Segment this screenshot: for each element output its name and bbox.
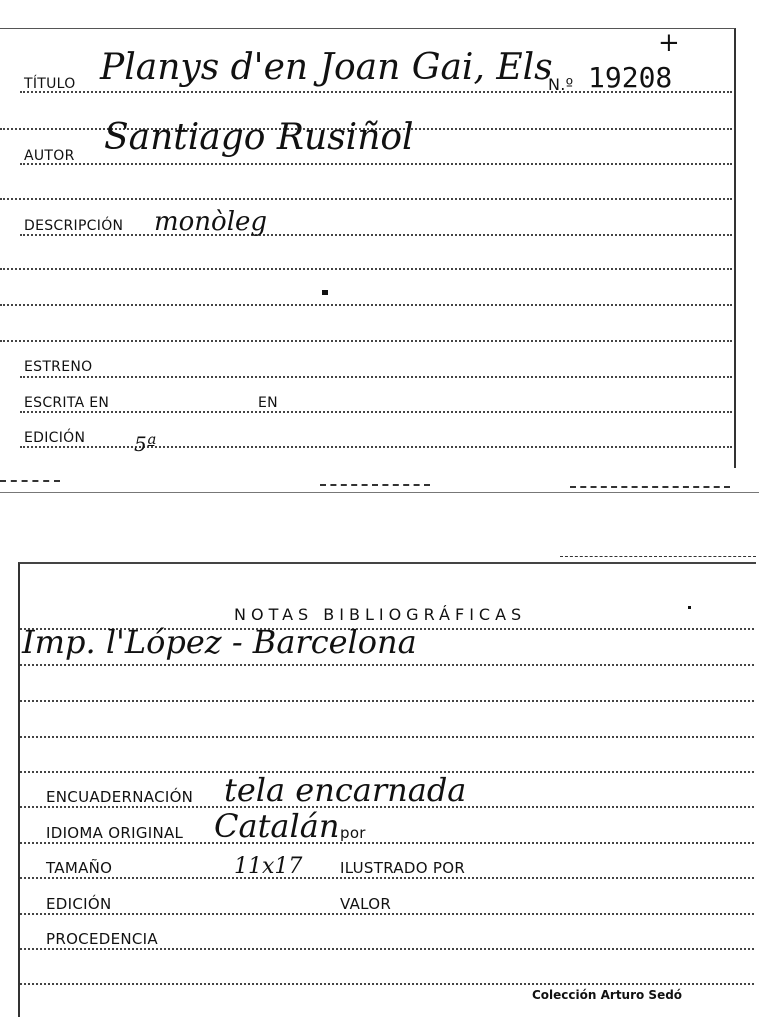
catalog-card-top — [0, 28, 736, 468]
rule-line — [0, 268, 732, 270]
encuadernacion-value: tela encarnada — [224, 771, 467, 809]
estreno-label: ESTRENO — [24, 359, 93, 375]
idioma-label: IDIOMA ORIGINAL — [46, 824, 184, 842]
rule-line — [20, 842, 754, 844]
titulo-label: TÍTULO — [24, 76, 76, 92]
descripcion-label: DESCRIPCIÓN — [24, 218, 124, 234]
card-edge-dash — [570, 486, 730, 488]
rule-line — [20, 376, 732, 378]
rule-line — [20, 983, 754, 985]
collection-footer: Colección Arturo Sedó — [532, 988, 683, 1002]
card-edge-dash — [320, 484, 430, 486]
rule-line — [20, 664, 754, 666]
notas-value: Imp. l'López - Barcelona — [22, 623, 417, 661]
rule-line — [0, 304, 732, 306]
rule-line — [20, 736, 754, 738]
ink-dot — [688, 606, 691, 609]
corner-mark: + — [658, 28, 680, 58]
rule-line — [20, 877, 754, 879]
edicion-value: 5ª — [134, 432, 157, 456]
descripcion-value: monòleg — [154, 207, 268, 237]
rule-line — [20, 234, 732, 236]
numero-value: 19208 — [588, 61, 673, 94]
numero-label: N.º — [548, 75, 574, 94]
tamano-value: 11x17 — [234, 854, 303, 879]
card-edge-dash — [0, 480, 60, 482]
rule-line — [20, 411, 732, 413]
card-separator — [0, 492, 759, 493]
edicion2-label: EDICIÓN — [46, 895, 112, 913]
valor-label: VALOR — [340, 895, 392, 913]
ilustrado-label: ILUSTRADO POR — [340, 859, 466, 877]
titulo-value: Planys d'en Joan Gai, Els — [100, 47, 553, 88]
autor-value: Santiago Rusiñol — [104, 117, 414, 158]
card-edge-dash — [560, 556, 756, 557]
rule-line — [20, 700, 754, 702]
tamano-label: TAMAÑO — [46, 859, 113, 877]
edicion-label: EDICIÓN — [24, 430, 86, 446]
rule-line — [20, 948, 754, 950]
escrita-en-label: ESCRITA EN — [24, 395, 110, 411]
rule-line — [20, 913, 754, 915]
idioma-value: Catalán — [214, 807, 340, 845]
en-label: EN — [258, 395, 278, 411]
procedencia-label: PROCEDENCIA — [46, 930, 158, 948]
ink-dot — [322, 290, 328, 295]
autor-label: AUTOR — [24, 148, 75, 164]
rule-line — [20, 163, 732, 165]
por-label: por — [340, 824, 366, 842]
encuadernacion-label: ENCUADERNACIÓN — [46, 788, 194, 806]
rule-line — [0, 340, 732, 342]
notas-heading: NOTAS BIBLIOGRÁFICAS — [234, 605, 527, 624]
rule-line — [0, 198, 732, 200]
rule-line — [20, 446, 732, 448]
